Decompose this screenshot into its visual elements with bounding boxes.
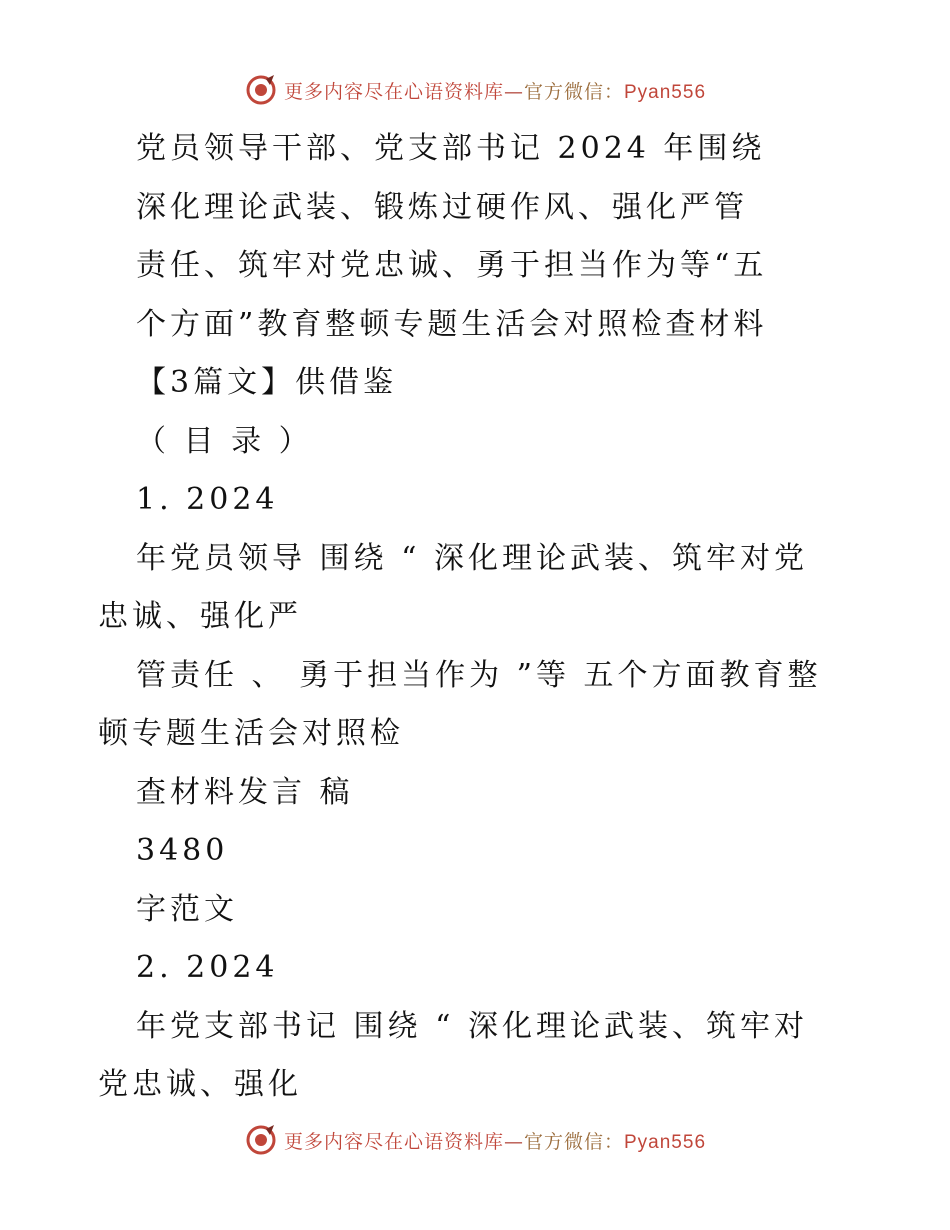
footer-watermark (0, 1120, 950, 1160)
watermark-wechat-label: 官方微信： (523, 80, 624, 103)
toc-line: 查材料发言 稿 (136, 774, 354, 810)
watermark-dash: — (503, 80, 524, 103)
toc-line: 管责任 、 勇于担当作为 ”等 五个方面教育整 (136, 657, 822, 693)
brand-logo-icon (244, 73, 278, 107)
title-line: 【3篇文】供借鉴 (136, 365, 398, 400)
toc-line: 3480 (136, 833, 229, 868)
toc-line: 1. 2024 (136, 482, 279, 517)
watermark-main: 更多内容尽在心语资料库 (283, 1130, 504, 1153)
toc-line: 党忠诚、强化 (98, 1067, 302, 1102)
toc-line: 顿专题生活会对照检 (98, 716, 404, 751)
toc-line: 字范文 (136, 891, 238, 927)
toc-line: 2. 2024 (136, 950, 279, 985)
toc-heading: （ 目 录 ） (136, 423, 313, 459)
watermark-wechat-id: Pyan556 (624, 81, 707, 103)
watermark-text (284, 1127, 706, 1154)
document-body (98, 120, 888, 1115)
watermark-main: 更多内容尽在心语资料库 (283, 80, 504, 103)
brand-logo-icon (244, 1123, 278, 1157)
watermark-text (284, 77, 706, 104)
title-line: 个方面”教育整顿专题生活会对照检查材料 (136, 306, 768, 342)
title-line: 深化理论武装、锻炼过硬作风、强化严管 (136, 189, 748, 225)
toc-line: 年党员领导 围绕 “ 深化理论武装、筑牢对党 (136, 540, 808, 576)
toc-line: 年党支部书记 围绕 “ 深化理论武装、筑牢对 (136, 1008, 808, 1044)
toc-line: 忠诚、强化严 (98, 599, 302, 634)
table-of-contents (98, 471, 888, 1115)
header-watermark (0, 70, 950, 110)
watermark-dash: — (503, 1130, 524, 1153)
watermark-wechat-id: Pyan556 (624, 1131, 707, 1153)
title-line: 责任、筑牢对党忠诚、勇于担当作为等“五 (136, 248, 768, 283)
title-line: 党员领导干部、党支部书记 2024 年围绕 (136, 131, 766, 166)
watermark-wechat-label: 官方微信： (523, 1130, 624, 1153)
